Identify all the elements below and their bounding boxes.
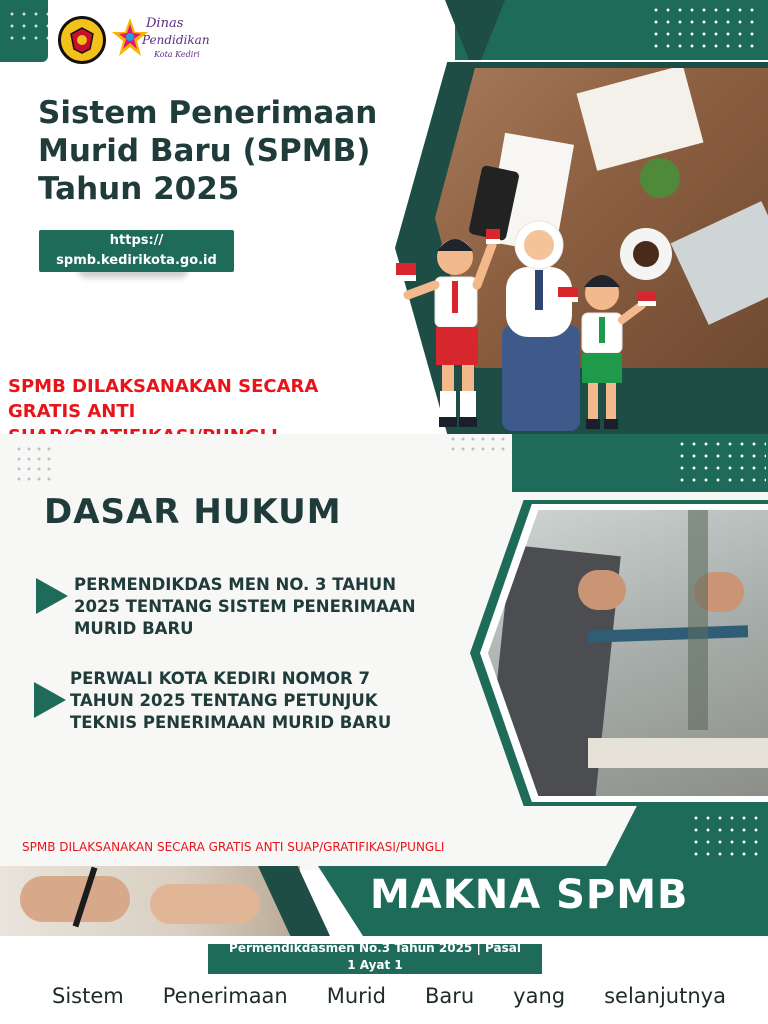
legal-basis-item: PERWALI KOTA KEDIRI NOMOR 7 TAHUN 2025 TENTANG PETUNJUK TEKNIS PENERIMAAN MURID BARU — [70, 669, 392, 732]
title-line3: Tahun 2025 — [38, 171, 240, 207]
footer-anti-bribery-notice: SPMB DILAKSANAKAN SECARA GRATIS ANTI SUAP/GRATIFIKASI/PUNGLI — [22, 840, 445, 854]
notice-line2: GRATIS ANTI — [8, 401, 136, 422]
body-word: selanjutnya — [604, 984, 726, 1008]
regulation-source-box — [208, 941, 542, 974]
url-line1: https:// — [109, 233, 164, 248]
city-emblem-logo — [58, 16, 106, 64]
contract-signing-photo — [488, 510, 768, 796]
logo-text-line2: Pendidikan — [142, 33, 210, 47]
page-title — [38, 94, 398, 208]
anti-bribery-notice — [8, 374, 408, 434]
dot-pattern — [14, 444, 54, 484]
body-word: yang — [513, 984, 566, 1008]
makna-body-text — [52, 984, 726, 1008]
source-line1: Permendikdasmen No.3 Tahun 2025 | Pasal — [229, 941, 521, 955]
students-illustration — [390, 215, 670, 434]
title-line1: Sistem Penerimaan — [38, 95, 378, 131]
title-line2: Murid Baru (SPMB) — [38, 133, 371, 169]
body-word: Murid — [326, 984, 386, 1008]
dot-pattern — [6, 8, 50, 48]
dot-pattern — [676, 438, 766, 486]
logo-text-line3: Kota Kediri — [154, 50, 200, 59]
url-line2: spmb.kedirikota.go.id — [56, 253, 217, 268]
makna-spmb-heading: MAKNA SPMB — [370, 872, 689, 918]
bullet-arrow-icon — [34, 682, 66, 718]
body-word: Sistem — [52, 984, 124, 1008]
dinas-pendidikan-logo — [110, 14, 210, 66]
notice-line1: SPMB DILAKSANAKAN SECARA — [8, 376, 319, 397]
writing-hands-photo — [0, 866, 300, 936]
logo-text-line1: Dinas — [146, 16, 184, 31]
legal-basis-item: PERMENDIKDAS MEN NO. 3 TAHUN 2025 TENTANG SISTEM PENERIMAAN MURID BARU — [74, 575, 416, 638]
body-word: Penerimaan — [162, 984, 288, 1008]
dot-pattern — [690, 812, 766, 864]
dasar-hukum-heading: DASAR HUKUM — [44, 492, 342, 532]
bullet-arrow-icon — [36, 578, 68, 614]
source-line2: 1 Ayat 1 — [347, 958, 403, 972]
body-word: Baru — [424, 984, 475, 1008]
spmb-website-link[interactable] — [39, 230, 234, 272]
dot-pattern — [650, 4, 762, 50]
